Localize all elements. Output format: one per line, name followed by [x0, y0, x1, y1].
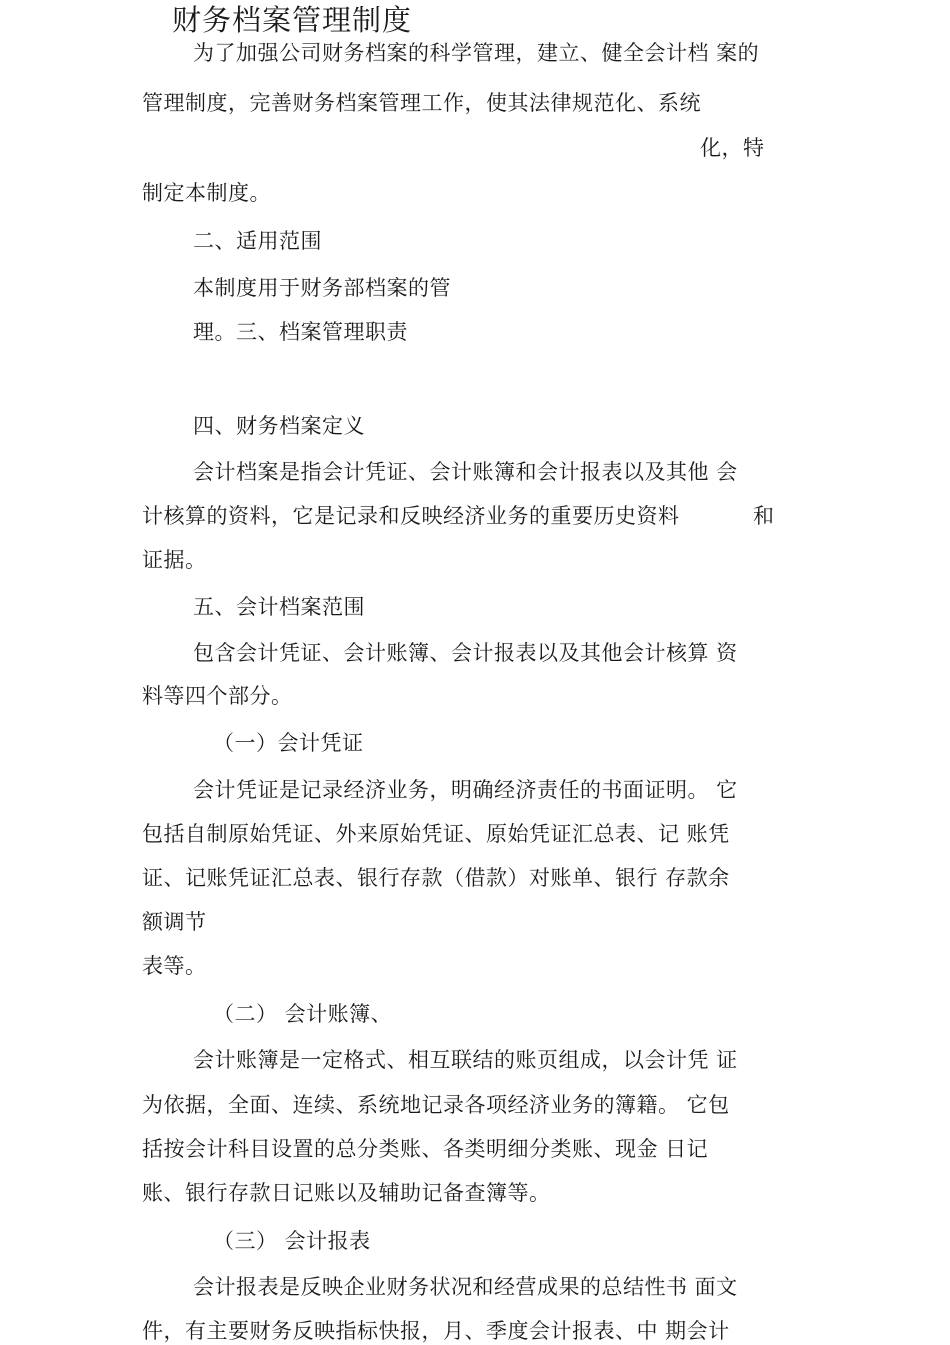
- text-line: 包含会计凭证、会计账簿、会计报表以及其他会计核算 资: [193, 641, 738, 665]
- text-line: 表等。: [142, 954, 207, 978]
- text-line: 会计档案是指会计凭证、会计账簿和会计报表以及其他 会: [193, 460, 738, 484]
- document-title: 财务档案管理制度: [172, 3, 413, 37]
- section-heading: 五、会计档案范围: [193, 595, 365, 619]
- subsection-heading: （三） 会计报表: [213, 1229, 371, 1253]
- section-heading: 二、适用范围: [193, 229, 322, 253]
- section-heading: 四、财务档案定义: [193, 414, 365, 438]
- text-line: 账、银行存款日记账以及辅助记备查簿等。: [142, 1181, 551, 1205]
- text-line: 会计报表是反映企业财务状况和经营成果的总结性书 面文: [193, 1275, 738, 1299]
- text-line: 理。三、档案管理职责: [193, 320, 408, 344]
- text-line: 会计账簿是一定格式、相互联结的账页组成，以会计凭 证: [193, 1048, 738, 1072]
- text-line: 件，有主要财务反映指标快报，月、季度会计报表、中 期会计: [142, 1319, 730, 1343]
- text-line: 和: [753, 504, 775, 528]
- text-line: 证、记账凭证汇总表、银行存款（借款）对账单、银行 存款余: [142, 866, 730, 890]
- text-line: 为了加强公司财务档案的科学管理，建立、健全会计档 案的: [193, 41, 760, 65]
- text-line: 化，特: [700, 136, 765, 160]
- text-line: 制定本制度。: [142, 181, 271, 205]
- text-line: 证据。: [142, 548, 207, 572]
- text-line: 括按会计科目设置的总分类账、各类明细分类账、现金 日记: [142, 1137, 709, 1161]
- subsection-heading: （一）会计凭证: [213, 731, 364, 755]
- text-line: 料等四个部分。: [142, 684, 293, 708]
- text-line: 包括自制原始凭证、外来原始凭证、原始凭证汇总表、记 账凭: [142, 822, 730, 846]
- text-line: 计核算的资料，它是记录和反映经济业务的重要历史资料: [142, 504, 680, 528]
- text-line: 会计凭证是记录经济业务，明确经济责任的书面证明。 它: [193, 778, 738, 802]
- text-line: 本制度用于财务部档案的管: [193, 276, 451, 300]
- subsection-heading: （二） 会计账簿、: [213, 1002, 393, 1026]
- text-line: 为依据，全面、连续、系统地记录各项经济业务的簿籍。 它包: [142, 1093, 730, 1117]
- text-line: 管理制度，完善财务档案管理工作，使其法律规范化、系统: [142, 91, 701, 115]
- text-line: 额调节: [142, 910, 207, 934]
